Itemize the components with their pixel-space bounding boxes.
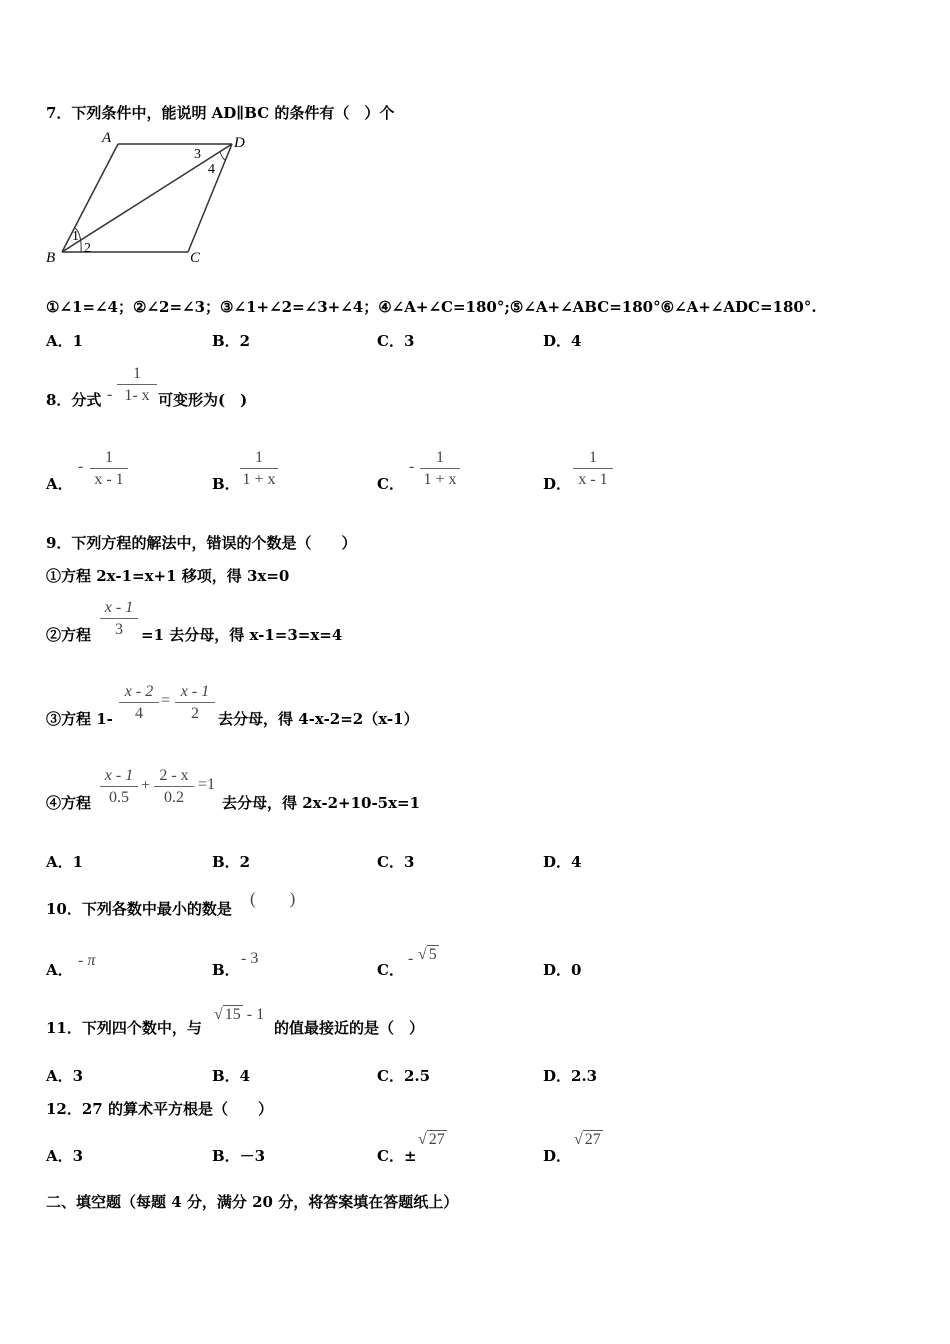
q12-option-d-label[interactable]: D． bbox=[543, 1147, 572, 1165]
angle-arc-d bbox=[220, 152, 226, 160]
q12-option-a[interactable]: A．3 bbox=[46, 1147, 84, 1165]
label-b: B bbox=[46, 250, 56, 266]
q9-s3-left-denominator: 4 bbox=[135, 705, 143, 722]
q9-s2-numerator: x - 1 bbox=[104, 599, 134, 616]
q8-option-a-numerator: 1 bbox=[105, 449, 113, 466]
q9-stem: 9．下列方程的解法中，错误的个数是（ ） bbox=[46, 534, 357, 552]
q8-option-b-label[interactable]: B． bbox=[212, 475, 240, 493]
q9-statement-3-prefix: ③方程 1- bbox=[46, 710, 113, 728]
q8-option-b-fraction bbox=[240, 448, 278, 491]
q10-answer-paren: ( ) bbox=[250, 889, 296, 908]
q7-option-b[interactable]: B．2 bbox=[212, 332, 251, 350]
q12-option-c-label[interactable]: C．± bbox=[377, 1147, 417, 1165]
q9-option-d[interactable]: D．4 bbox=[543, 853, 582, 871]
q8-option-a-denominator: x - 1 bbox=[94, 471, 124, 488]
q9-s4-left-denominator: 0.5 bbox=[109, 789, 129, 806]
q9-s3-right-numerator: x - 1 bbox=[180, 683, 210, 700]
q9-option-a[interactable]: A．1 bbox=[46, 853, 84, 871]
q10-option-c-sign: - bbox=[408, 950, 414, 967]
q7-conditions: ①∠1=∠4；②∠2=∠3；③∠1+∠2=∠3+∠4；④∠A+∠C=180°;⑤∠A+∠ABC=180°⑥∠A+∠ADC=180°. bbox=[46, 298, 817, 316]
q8-fraction-numerator: 1 bbox=[133, 365, 141, 382]
q9-statement-4-fraction-left bbox=[100, 766, 138, 809]
q9-statement-4-fraction-right bbox=[154, 766, 194, 809]
radical-sign-icon: √ bbox=[418, 1131, 427, 1148]
q9-statement-1: ①方程 2x-1=x+1 移项，得 3x=0 bbox=[46, 567, 290, 585]
segment-bd bbox=[62, 144, 232, 252]
q8-option-a-fraction bbox=[90, 448, 128, 491]
angle-label-2: 2 bbox=[84, 241, 91, 256]
q8-option-b-denominator: 1 + x bbox=[242, 471, 276, 488]
q11-option-b[interactable]: B．4 bbox=[212, 1067, 251, 1085]
q9-statement-3-suffix: 去分母，得 4-x-2=2（x-1） bbox=[218, 710, 419, 728]
label-a: A bbox=[102, 130, 112, 146]
radical-sign-icon: √ bbox=[418, 946, 427, 963]
q10-option-c-label[interactable]: C． bbox=[377, 961, 404, 979]
q9-s4-left-numerator: x - 1 bbox=[104, 767, 134, 784]
q9-statement-3-fraction-left bbox=[119, 682, 159, 725]
label-c: C bbox=[190, 250, 201, 266]
q9-statement-4-plus: + bbox=[141, 777, 151, 794]
q10-option-c-sqrt bbox=[418, 946, 439, 964]
q8-fraction bbox=[117, 364, 157, 407]
q8-option-c-numerator: 1 bbox=[436, 449, 444, 466]
q9-statement-4-prefix: ④方程 bbox=[46, 794, 92, 812]
q9-s3-right-denominator: 2 bbox=[191, 705, 199, 722]
q8-minus-sign: - bbox=[107, 386, 113, 403]
q12-option-d-sqrt bbox=[574, 1131, 603, 1149]
q12-option-c-radicand: 27 bbox=[428, 1131, 445, 1148]
q8-option-d-numerator: 1 bbox=[589, 449, 597, 466]
q10-option-d[interactable]: D．0 bbox=[543, 961, 582, 979]
q9-statement-2-suffix: =1 去分母，得 x-1=3=x=4 bbox=[141, 626, 343, 644]
q8-option-d-fraction bbox=[573, 448, 613, 491]
q11-minus-one: - 1 bbox=[246, 1006, 265, 1023]
q9-statement-3-equals: = bbox=[161, 692, 171, 709]
angle-label-3: 3 bbox=[194, 147, 201, 162]
q8-fraction-denominator: 1- x bbox=[124, 387, 150, 404]
q11-stem-prefix: 11．下列四个数中，与 bbox=[46, 1019, 202, 1037]
radical-sign-icon: √ bbox=[214, 1006, 223, 1023]
q7-option-c[interactable]: C．3 bbox=[377, 332, 415, 350]
q7-parallelogram-figure bbox=[40, 128, 260, 270]
q12-option-b[interactable]: B．－3 bbox=[212, 1147, 266, 1165]
section-2-heading: 二、填空题（每题 4 分，满分 20 分，将答案填在答题纸上） bbox=[46, 1193, 459, 1211]
q9-statement-4-equals: =1 bbox=[198, 776, 216, 793]
q12-option-d-radicand: 27 bbox=[584, 1131, 601, 1148]
q10-option-a-label[interactable]: A． bbox=[46, 961, 73, 979]
q8-option-d-denominator: x - 1 bbox=[578, 471, 608, 488]
q12-stem: 12．27 的算术平方根是（ ） bbox=[46, 1100, 273, 1118]
q11-option-c[interactable]: C．2.5 bbox=[377, 1067, 431, 1085]
q7-option-d[interactable]: D．4 bbox=[543, 332, 582, 350]
q8-option-d-label[interactable]: D． bbox=[543, 475, 572, 493]
q9-statement-4-suffix: 去分母，得 2x-2+10-5x=1 bbox=[222, 794, 421, 812]
q9-option-b[interactable]: B．2 bbox=[212, 853, 251, 871]
q8-number: 8．分式 bbox=[46, 391, 102, 409]
q11-radicand: 15 bbox=[224, 1006, 241, 1023]
q9-statement-2-prefix: ②方程 bbox=[46, 626, 92, 644]
q10-option-c-radicand: 5 bbox=[428, 946, 437, 963]
q8-option-c-fraction bbox=[420, 448, 460, 491]
q8-option-c-label[interactable]: C． bbox=[377, 475, 404, 493]
q9-statement-2-fraction bbox=[100, 598, 138, 641]
q8-option-c-sign: - bbox=[409, 458, 415, 475]
q8-option-b-numerator: 1 bbox=[255, 449, 263, 466]
q9-statement-3-fraction-right bbox=[175, 682, 215, 725]
q12-option-c-sqrt bbox=[418, 1131, 447, 1149]
q10-option-b-value: - 3 bbox=[241, 950, 259, 967]
q8-tail: 可变形为( ) bbox=[158, 391, 248, 409]
q11-sqrt-expression bbox=[214, 1006, 264, 1024]
q10-stem: 10．下列各数中最小的数是 bbox=[46, 900, 232, 918]
q11-stem-suffix: 的值最接近的是（ ） bbox=[274, 1019, 425, 1037]
q11-option-d[interactable]: D．2.3 bbox=[543, 1067, 598, 1085]
q7-option-a[interactable]: A．1 bbox=[46, 332, 84, 350]
angle-label-1: 1 bbox=[72, 229, 79, 244]
q10-option-b-label[interactable]: B． bbox=[212, 961, 240, 979]
q11-option-a[interactable]: A．3 bbox=[46, 1067, 84, 1085]
q9-s4-right-numerator: 2 - x bbox=[159, 767, 189, 784]
q9-s3-left-numerator: x - 2 bbox=[124, 683, 154, 700]
radical-sign-icon: √ bbox=[574, 1131, 583, 1148]
q10-option-a-value: - π bbox=[78, 952, 96, 969]
angle-label-4: 4 bbox=[208, 162, 215, 177]
label-d: D bbox=[234, 135, 245, 151]
q9-option-c[interactable]: C．3 bbox=[377, 853, 415, 871]
q8-option-a-sign: - bbox=[78, 458, 84, 475]
q7-stem: 7．下列条件中，能说明 AD∥BC 的条件有（ ）个 bbox=[46, 104, 395, 122]
q9-s2-denominator: 3 bbox=[115, 621, 123, 638]
q9-s4-right-denominator: 0.2 bbox=[164, 789, 184, 806]
q8-option-a-label[interactable]: A． bbox=[46, 475, 73, 493]
segment-ba bbox=[62, 144, 118, 252]
q8-option-c-denominator: 1 + x bbox=[423, 471, 457, 488]
